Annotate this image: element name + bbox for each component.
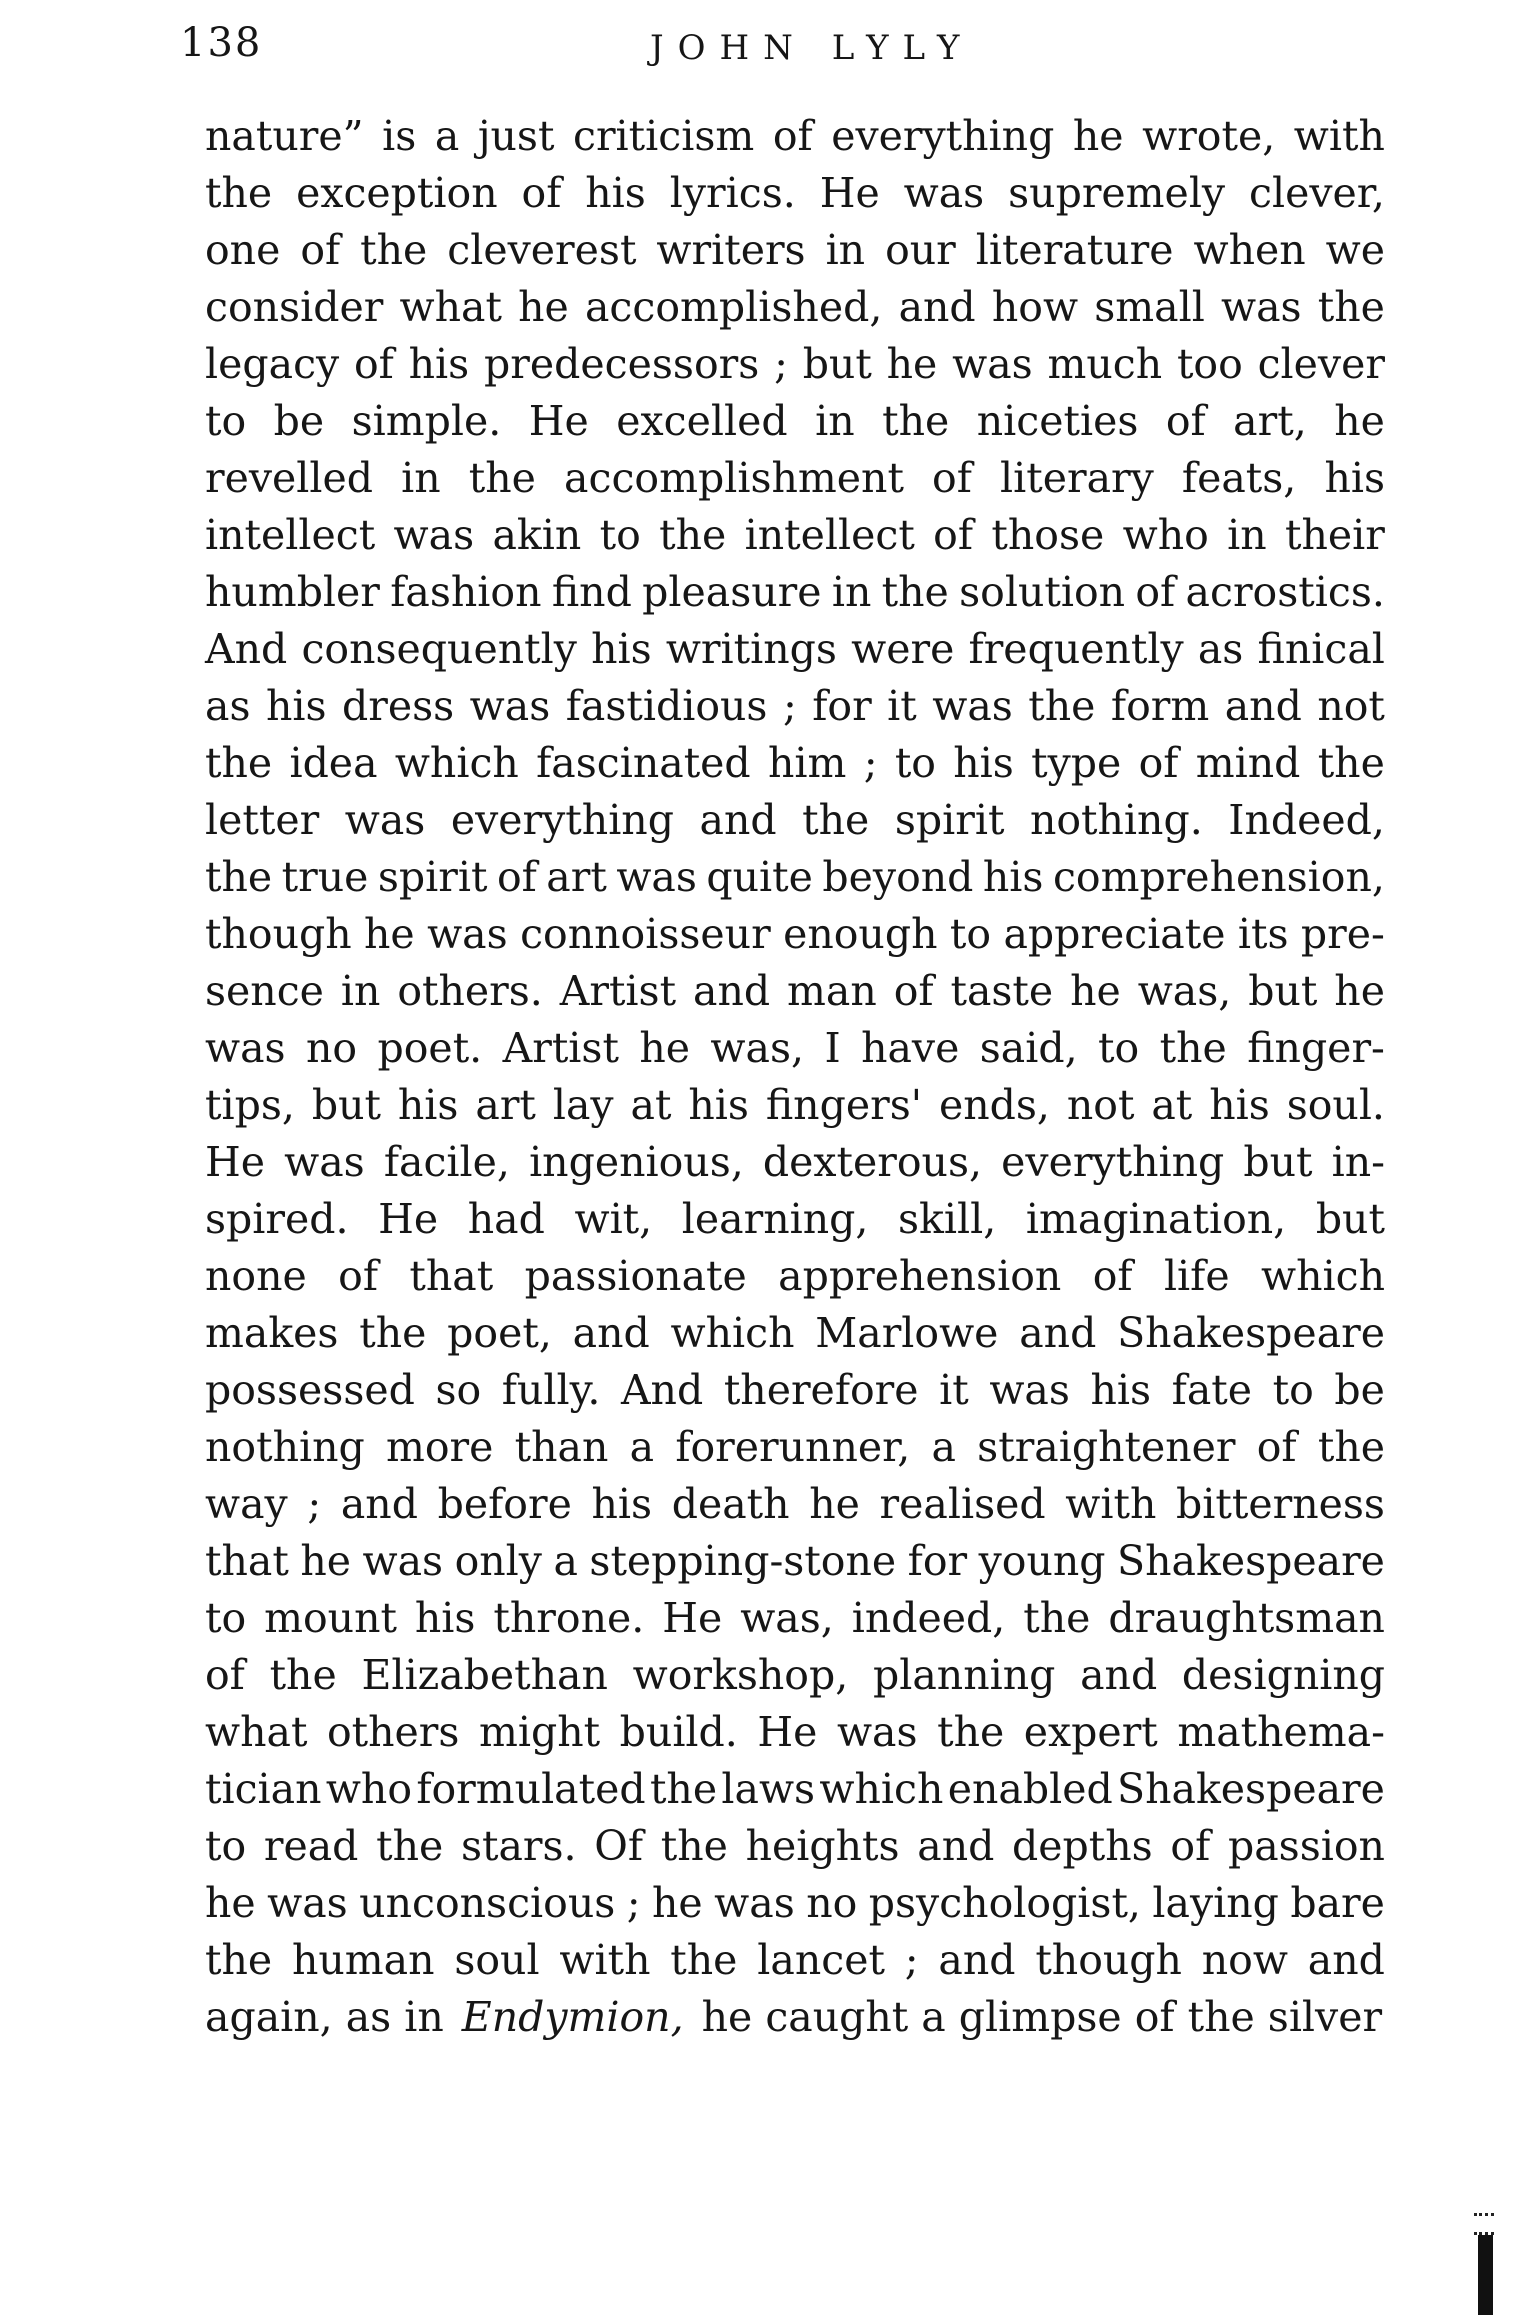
text-line: nothing more than a forerunner, a straightener of the [205, 1423, 1385, 1471]
text-line: He was facile, ingenious, dexterous, everything but in- [205, 1138, 1385, 1186]
text-line: the exception of his lyrics. He was supremely clever, [205, 169, 1385, 217]
text-line: what others might build. He was the expert mathema- [205, 1708, 1385, 1756]
body-text [205, 108, 1385, 2046]
text-line: nature” is a just criticism of everything he wrote, with [205, 112, 1385, 160]
text-line: spired. He had wit, learning, skill, imagination, but [205, 1195, 1385, 1243]
text-line: though he was connoisseur enough to appreciate its pre- [205, 910, 1385, 958]
text-line: that he was only a stepping-stone for young Shakespeare [205, 1537, 1385, 1585]
text-line: one of the cleverest writers in our literature when we [205, 226, 1385, 274]
text-line: of the Elizabethan workshop, planning and designing [205, 1651, 1385, 1699]
text-line: to mount his throne. He was, indeed, the draughtsman [205, 1594, 1385, 1642]
page-number: 138 [180, 20, 263, 66]
text-line: tician who formulated the laws which enabled Shakespeare [205, 1765, 1385, 1813]
text-line-last-italic-title: Endymion, [461, 1993, 684, 2041]
text-line: legacy of his predecessors ; but he was much too clever [205, 340, 1385, 388]
text-line: revelled in the accomplishment of literary feats, his [205, 454, 1385, 502]
text-line: humbler fashion find pleasure in the solution of acrostics. [205, 568, 1385, 616]
running-head: JOHN LYLY [650, 28, 974, 68]
text-line: possessed so fully. And therefore it was his fate to be [205, 1366, 1385, 1414]
text-line: the true spirit of art was quite beyond his comprehension, [205, 853, 1385, 901]
text-line: the idea which fascinated him ; to his type of mind the [205, 739, 1385, 787]
text-line: makes the poet, and which Marlowe and Shakespeare [205, 1309, 1385, 1357]
text-line: to be simple. He excelled in the niceties of art, he [205, 397, 1385, 445]
text-line: intellect was akin to the intellect of those who in their [205, 511, 1385, 559]
text-line: the human soul with the lancet ; and though now and [205, 1936, 1385, 1984]
text-line: letter was everything and the spirit nothing. Indeed, [205, 796, 1385, 844]
text-line: to read the stars. Of the heights and depths of passion [205, 1822, 1385, 1870]
text-line: tips, but his art lay at his fingers' ends, not at his soul. [205, 1081, 1385, 1129]
text-line-last-before: again, as in [205, 1993, 444, 2041]
text-line: none of that passionate apprehension of life which [205, 1252, 1385, 1300]
scan-edge-mark [1478, 2235, 1493, 2315]
text-line-last [205, 1989, 1385, 2046]
text-line-last-after: he caught a glimpse of the silver [701, 1993, 1383, 2041]
text-line: consider what he accomplished, and how small was the [205, 283, 1385, 331]
text-line: he was unconscious ; he was no psychologist, laying bare [205, 1879, 1385, 1927]
text-lines [205, 108, 1385, 1989]
text-line: way ; and before his death he realised with bitterness [205, 1480, 1385, 1528]
text-line: was no poet. Artist he was, I have said, to the finger- [205, 1024, 1385, 1072]
text-line: And consequently his writings were frequently as finical [205, 625, 1385, 673]
text-line: as his dress was fastidious ; for it was the form and not [205, 682, 1385, 730]
text-line: sence in others. Artist and man of taste he was, but he [205, 967, 1385, 1015]
